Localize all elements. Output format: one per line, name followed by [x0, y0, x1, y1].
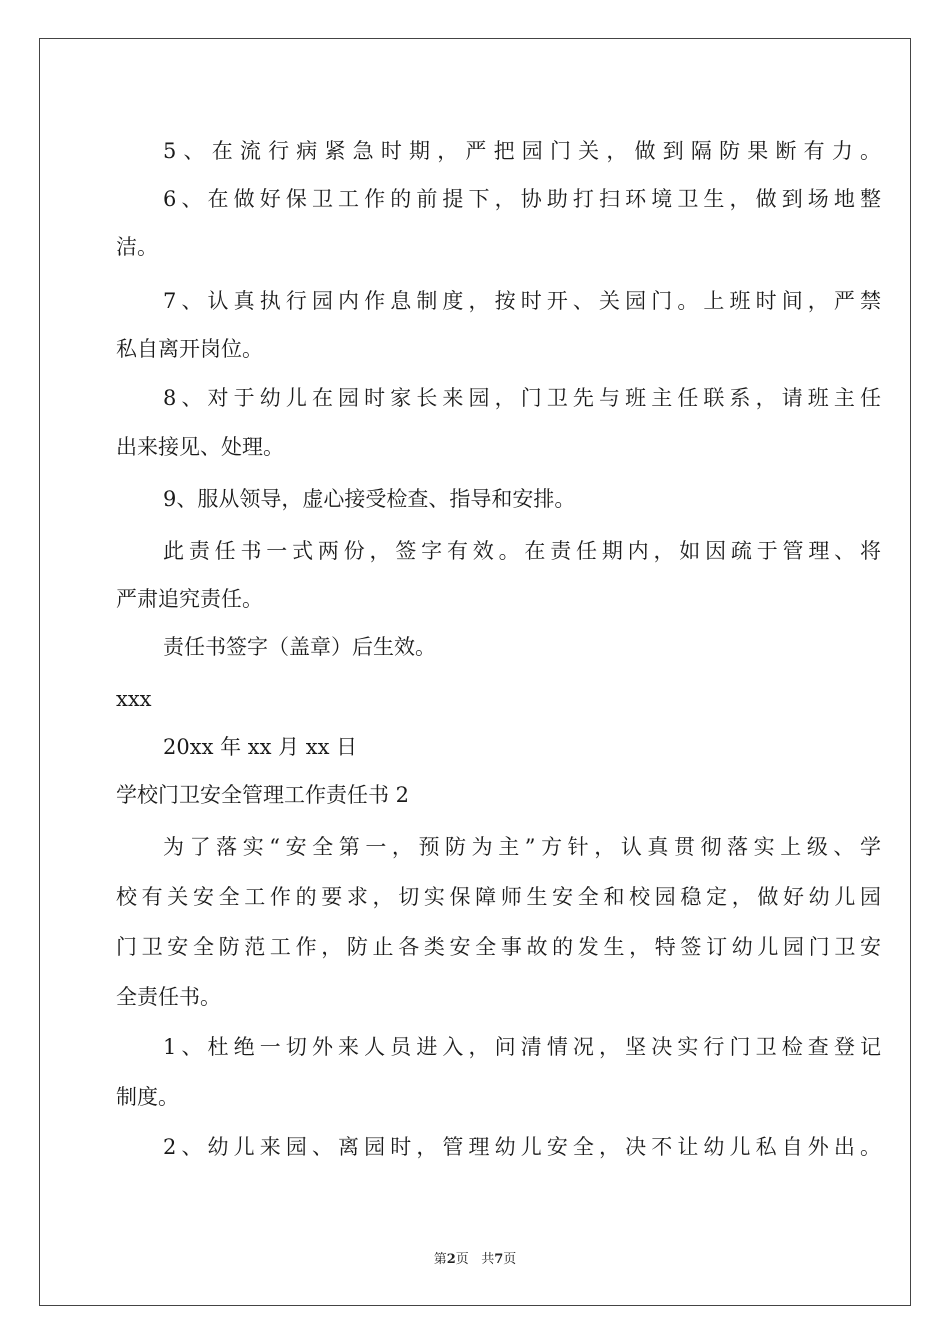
paragraph-line: 全责任书。	[116, 985, 221, 1009]
paragraph-line: 9、服从领导，虚心接受检查、指导和安排。	[163, 487, 576, 511]
signature-date: 20xx 年 xx 月 xx 日	[163, 735, 358, 759]
footer-page-number: 2	[446, 1252, 456, 1267]
page-footer	[0, 1248, 950, 1267]
paragraph-line: 6、在做好保卫工作的前提下，协助打扫环境卫生，做到场地整	[163, 187, 881, 211]
footer-page-prefix: 第	[433, 1252, 447, 1267]
footer-total-suffix: 页	[503, 1252, 517, 1267]
paragraph-line: 责任书签字（盖章）后生效。	[163, 635, 436, 659]
paragraph-line: 门卫安全防范工作，防止各类安全事故的发生，特签订幼儿园门卫安	[116, 935, 881, 959]
paragraph-line: 此责任书一式两份，签字有效。在责任期内，如因疏于管理、将	[163, 539, 881, 563]
page-border	[39, 38, 911, 1306]
paragraph-line: 5、在流行病紧急时期，严把园门关，做到隔防果断有力。	[163, 139, 881, 163]
paragraph-line: 校有关安全工作的要求，切实保障师生安全和校园稳定，做好幼儿园	[116, 885, 881, 909]
paragraph-line: 制度。	[116, 1085, 179, 1109]
footer-page-suffix: 页	[455, 1252, 469, 1267]
paragraph-line: 2、幼儿来园、离园时，管理幼儿安全，决不让幼儿私自外出。	[163, 1135, 881, 1159]
paragraph-line: 私自离开岗位。	[116, 337, 263, 361]
section-title: 学校门卫安全管理工作责任书 2	[116, 783, 410, 807]
footer-total-prefix: 共	[481, 1252, 495, 1267]
paragraph-line: 出来接见、处理。	[116, 435, 284, 459]
paragraph-line: 洁。	[116, 235, 158, 259]
footer-total-pages: 7	[494, 1252, 504, 1267]
paragraph-line: 7、认真执行园内作息制度，按时开、关园门。上班时间，严禁	[163, 289, 881, 313]
paragraph-line: 为了落实“安全第一，预防为主”方针，认真贯彻落实上级、学	[163, 835, 881, 859]
signature-name: xxx	[116, 687, 152, 711]
paragraph-line: 1、杜绝一切外来人员进入，问清情况，坚决实行门卫检查登记	[163, 1035, 881, 1059]
paragraph-line: 8、对于幼儿在园时家长来园，门卫先与班主任联系，请班主任	[163, 386, 881, 410]
paragraph-line: 严肃追究责任。	[116, 587, 263, 611]
